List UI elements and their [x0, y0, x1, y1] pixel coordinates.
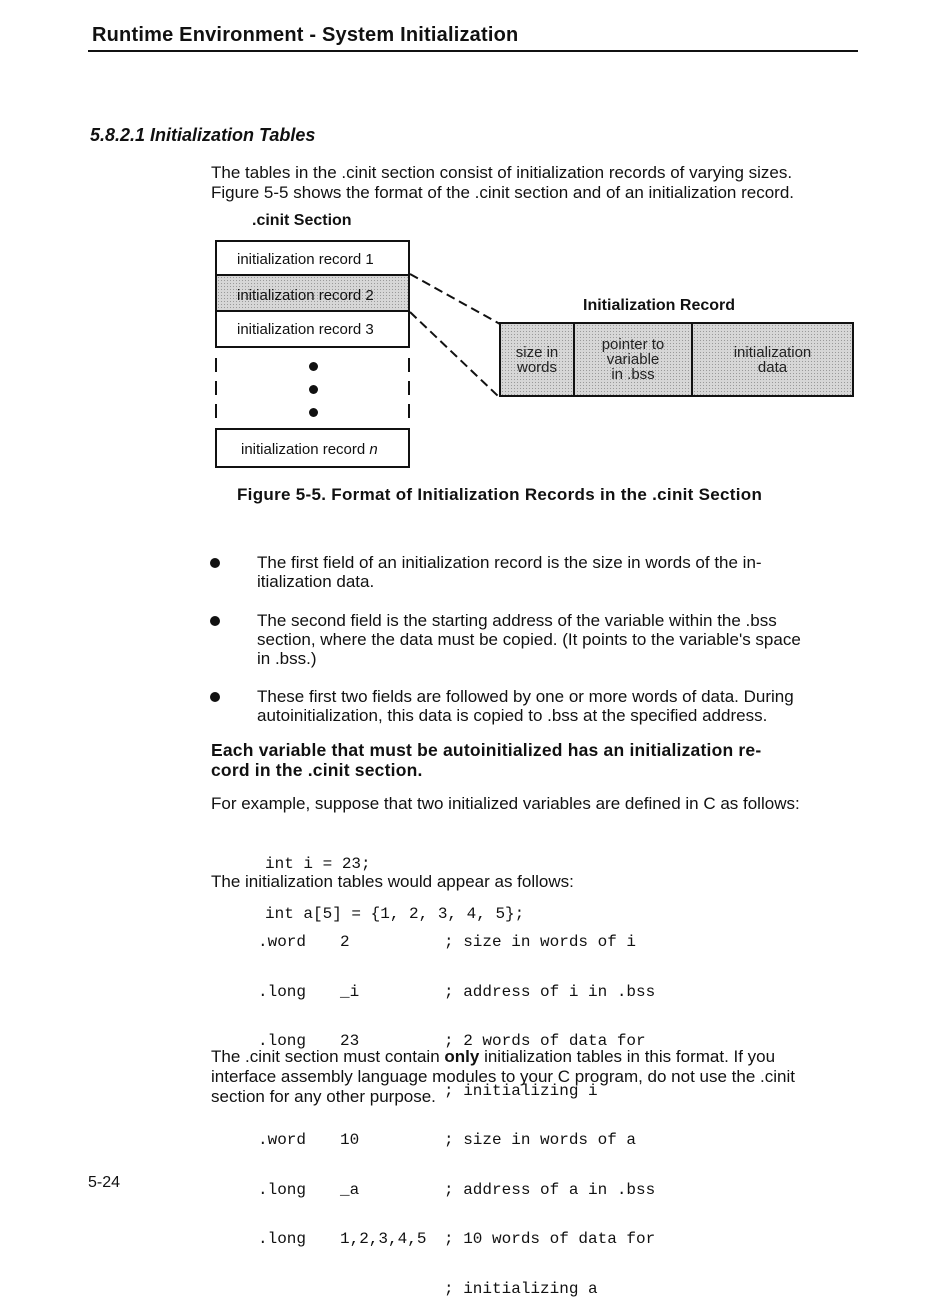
asm-directive: .long	[258, 982, 307, 1001]
figure-caption: Figure 5-5. Format of Initialization Records in the .cinit Section	[237, 485, 763, 504]
closing-line-1	[211, 1047, 861, 1067]
field-pointer-to-variable	[575, 324, 691, 395]
asm-line	[258, 933, 637, 951]
asm-argument: 10	[340, 1131, 360, 1149]
asm-line	[258, 1131, 637, 1149]
connector-lines	[400, 270, 510, 400]
page-header-title: Runtime Environment - System Initialization	[92, 24, 519, 46]
closing-line-2: interface assembly language modules to your C program, do not use the .cinit	[211, 1067, 795, 1086]
asm-comment: ; initializing i	[444, 1081, 598, 1100]
asm-line	[258, 1180, 656, 1199]
closing-paragraph	[211, 1047, 861, 1107]
c-code-line: int a[5] = {1, 2, 3, 4, 5};	[265, 904, 525, 923]
asm-directive: .long	[258, 1032, 307, 1050]
left-tick	[215, 358, 217, 372]
ellipsis-dot	[309, 362, 318, 371]
asm-comment: ; address of i in .bss	[444, 982, 656, 1001]
connector-bottom-line	[410, 312, 498, 396]
init-record-n-var: n	[369, 441, 378, 458]
section-title: 5.8.2.1 Initialization Tables	[90, 125, 316, 145]
c-code-line: int i = 23;	[265, 855, 371, 873]
init-record-n-prefix: initialization record	[241, 441, 370, 458]
bullet-icon	[210, 558, 220, 568]
closing-line-3: section for any other purpose.	[211, 1087, 436, 1106]
left-tick	[215, 404, 217, 418]
emphasis-line-1: Each variable that must be autoinitialized has an initialization re-	[211, 740, 762, 760]
init-record-1-box	[215, 240, 410, 276]
init-record-1-label: initialization record 1	[237, 251, 374, 268]
bullet-item-3	[257, 687, 862, 725]
field-pointer-line: variable	[606, 351, 660, 368]
field-data-line: initialization	[733, 343, 812, 361]
bullet-item-2	[257, 611, 862, 668]
field-size-line: words	[516, 358, 557, 376]
intro-paragraph	[211, 163, 861, 203]
intro-line-1: The tables in the .cinit section consist of initialization records of varying sizes.	[211, 163, 793, 182]
bullet-2-line-3: in .bss.)	[257, 649, 317, 668]
asm-line	[258, 1279, 598, 1298]
asm-directive: .long	[258, 1180, 307, 1199]
asm-comment: ; initializing a	[444, 1279, 598, 1298]
header-rule	[88, 50, 858, 52]
asm-argument: _a	[340, 1180, 360, 1199]
field-pointer-line: pointer to	[601, 336, 665, 353]
init-record-3-label: initialization record 3	[237, 321, 374, 338]
init-record-n-label	[241, 441, 378, 458]
cinit-section-label: .cinit Section	[252, 212, 352, 229]
intro-line-2: Figure 5-5 shows the format of the .cinit section and of an initialization record.	[211, 183, 795, 202]
field-data-line: data	[757, 358, 788, 376]
page-number: 5-24	[88, 1174, 121, 1191]
bullet-icon	[210, 692, 220, 702]
field-pointer-line: in .bss	[611, 366, 655, 383]
tables-intro: The initialization tables would appear as follows:	[211, 872, 574, 891]
asm-line	[258, 1230, 656, 1248]
asm-comment: ; 10 words of data for	[444, 1230, 656, 1248]
ellipsis-dot	[309, 408, 318, 417]
asm-argument: 2	[340, 933, 350, 951]
asm-argument: 23	[340, 1032, 360, 1050]
emphasis-line-2: cord in the .cinit section.	[211, 760, 423, 780]
field-size-line: size in	[515, 343, 559, 361]
bullet-item-1	[257, 553, 862, 591]
closing-text: The .cinit section must contain	[211, 1047, 445, 1066]
init-record-label: Initialization Record	[583, 297, 736, 314]
asm-comment: ; 2 words of data for	[444, 1032, 646, 1050]
asm-comment: ; address of a in .bss	[444, 1180, 656, 1199]
bullet-icon	[210, 616, 220, 626]
bullet-2-line-1: The second field is the starting address of the variable within the .bss	[257, 611, 777, 630]
emphasis-statement	[211, 740, 861, 780]
connector-top-line	[410, 274, 500, 324]
asm-directive: .word	[258, 1131, 307, 1149]
asm-directive: .long	[258, 1230, 307, 1248]
closing-text: initialization tables in this format. If you	[479, 1047, 776, 1066]
bullet-3-line-1: These first two fields are followed by one or more words of data. During	[257, 687, 794, 706]
left-tick	[215, 381, 217, 395]
bullet-1-line-1: The first field of an initialization record is the size in words of the in-	[257, 553, 762, 572]
asm-argument: 1,2,3,4,5	[340, 1230, 427, 1248]
init-record-2-box	[215, 274, 410, 312]
asm-directive: .word	[258, 933, 307, 951]
ellipsis-dot	[309, 385, 318, 394]
asm-argument: _i	[340, 982, 360, 1001]
init-record-n-box	[215, 428, 410, 468]
field-size-in-words	[501, 324, 573, 395]
field-initialization-data	[693, 324, 852, 395]
closing-bold-word: only	[444, 1047, 480, 1066]
bullet-3-line-2: autoinitialization, this data is copied to .bss at the specified address.	[257, 706, 768, 725]
asm-comment: ; size in words of i	[444, 933, 637, 951]
asm-line	[258, 982, 656, 1001]
bullet-1-line-2: itialization data.	[257, 572, 375, 591]
example-intro: For example, suppose that two initialized variables are defined in C as follows:	[211, 794, 800, 813]
bullet-2-line-2: section, where the data must be copied. (It points to the variable's space	[257, 630, 801, 649]
init-record-3-box	[215, 310, 410, 348]
init-record-diagram	[499, 322, 854, 397]
asm-comment: ; size in words of a	[444, 1131, 637, 1149]
right-tick	[408, 404, 410, 418]
init-record-2-label: initialization record 2	[237, 287, 374, 304]
